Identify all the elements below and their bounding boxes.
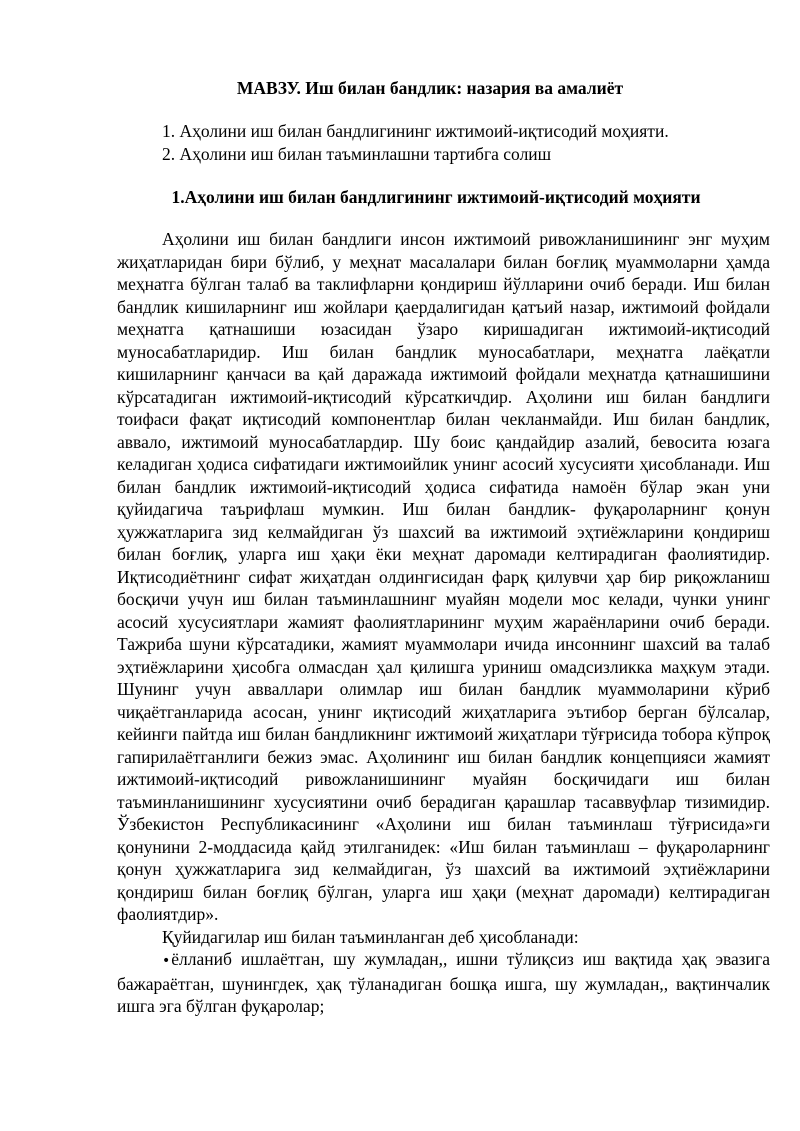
list-item: [117, 948, 770, 1018]
section-heading: 1.Аҳолини иш билан бандлигининг ижтимоий-иқтисодий моҳияти: [171, 187, 701, 207]
toc-item-2: 2. Аҳолини иш билан таъминлашни тартибга солиш: [162, 143, 552, 164]
document-title: МАВЗУ. Иш билан бандлик: назария ва амалиёт: [236, 78, 624, 98]
paragraph-intro-list: Қуйидагилар иш билан таъминланган деб ҳисобланади:: [162, 926, 579, 947]
bullet-icon: •: [162, 953, 171, 969]
paragraph-main: Аҳолини иш билан бандлиги инсон ижтимоий ривожланишининг энг муҳим жиҳатларидан бири бўлиб, у меҳнат масалалари билан боғлиқ муаммоларни ҳамда меҳнатга бўлган талаб ва таклифларни қондириш йўлларини очиб беради. Иш билан бандлик кишиларнинг иш жойлари қаердалигидан қатъий назар, ижтимоий фойдали меҳнатга қатнашиши юзасидан ўзаро киришадиган ижтимоий-иқтисодий муносабатларидир. Иш билан бандлик муносабатлари, меҳнатга лаёқатли кишиларнинг қанчаси ва қай даражада ижтимоий фойдали меҳнатда қатнашишини кўрсатадиган ижтимоий-иқтисодий кўрсаткичдир. Аҳолини иш билан бандлиги тоифаси фақат иқтисодий компонентлар билан чекланмайди. Иш билан бандлик, аввало, ижтимоий муносабатлардир. Шу боис қандайдир азалий, бевосита юзага келадиган ҳодиса сифатидаги ижтимоийлик унинг асосий хусусияти ҳисобланади. Иш билан бандлик ижтимоий-иқтисодий ҳодиса сифатида намоён бўлар экан уни қуйидагича таърифлаш мумкин. Иш билан бандлик- фуқароларнинг қонун ҳужжатларига зид келмайдиган ўз шахсий ва ижтимоий эҳтиёжларини қондириш билан боғлиқ, уларга иш ҳақи ёки меҳнат даромади келтирадиган фаолиятидир. Иқтисодиётнинг сифат жиҳатдан олдингисидан фарқ қилувчи ҳар бир риқожланиш босқичи учун иш билан таъминлашнинг муайян модели мос келади, чунки унинг асосий хусусиятлари жамият фаолиятларининг муҳим жараёнларини очиб беради. Тажриба шуни кўрсатадики, жамият муаммолари ичида инсоннинг шахсий ва талаб эҳтиёжларини ҳисобга олмасдан ҳал қилишга уриниш омадсизликка маҳкум этади. Шунинг учун авваллари олимлар иш билан бандлик муаммоларини кўриб чиқаётганларида асосан, унинг иқтисодий жиҳатларига эътибор берган бўлсалар, кейинги пайтда иш билан бандликнинг ижтимоий жиҳатлари тўғрисида тобора кўпроқ гапирилаётганлиги бежиз эмас. Аҳолининг иш билан бандлик концепцияси жамият ижтимоий-иқтисодий ривожланишининг муайян босқичидаги иш билан таъминланишининг хусусиятини очиб берадиган қарашлар тасаввуфлар тизимидир. Ўзбекистон Республикасининг «Аҳолини иш билан таъминлаш тўғрисида»ги қонунини 2-моддасида қайд этилганидек: «Иш билан таъминлаш – фуқароларнинг қонун ҳужжатларига зид келмайдиган, ўз шахсий ва ижтимоий эҳтиёжларини қондириш билан боғлиқ бўлган, уларга иш ҳақи (меҳнат даромади) келтирадиган фаолиятдир».: [117, 229, 770, 924]
body-text: [117, 228, 770, 1018]
table-of-contents: [162, 120, 669, 165]
list-item-text: ёлланиб ишлаётган, шу жумладан,, ишни тўлиқсиз иш вақтида ҳақ эвазига бажараётган, шунингдек, ҳақ тўланадиган бошқа ишга, шу жумладан,, вақтинчалик ишга эга бўлган фуқаролар;: [117, 949, 770, 1016]
toc-item-1: 1. Аҳолини иш билан бандлигининг ижтимоий-иқтисодий моҳияти.: [162, 121, 669, 141]
